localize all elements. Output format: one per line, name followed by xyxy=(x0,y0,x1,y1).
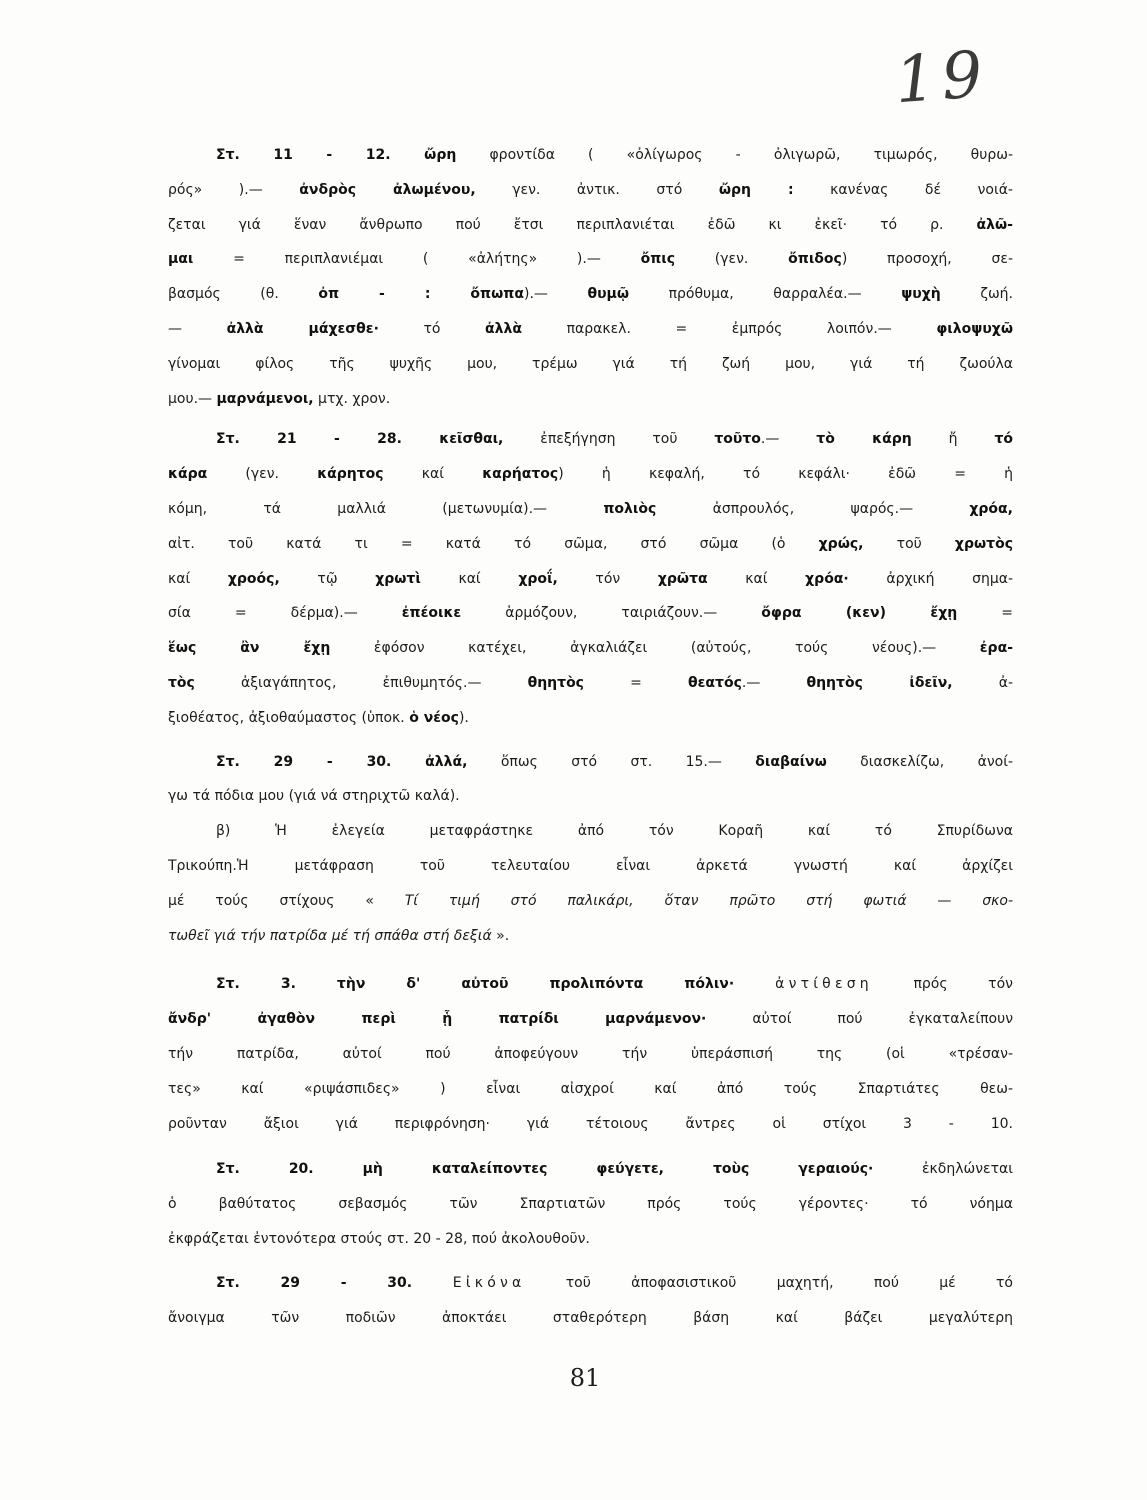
text-line xyxy=(168,745,1013,780)
bold-term: ἐρα- xyxy=(979,640,1014,657)
text-line xyxy=(168,1266,1013,1301)
paragraph xyxy=(168,745,1013,815)
bold-term: χρόα, xyxy=(969,500,1013,517)
paragraph xyxy=(168,138,1013,416)
text-run: φροντίδα ( «ὀλίγωρος - ὀλιγωρῶ, τιμωρός, θυρω- xyxy=(456,147,1013,163)
text-line xyxy=(168,277,1013,312)
text-line xyxy=(168,814,1013,849)
text-run: ἀρχική σημα- xyxy=(848,570,1014,587)
text-run: ἁρμόζουν, ταιριάζουν.— xyxy=(461,605,762,622)
text-run: ». xyxy=(491,927,510,944)
text-line xyxy=(168,1072,1013,1107)
text-line xyxy=(168,1107,1013,1142)
bold-term: χρώς, xyxy=(818,535,864,552)
text-run: (γεν. xyxy=(207,466,318,483)
text-run: τόν xyxy=(557,570,658,587)
bold-term: τό xyxy=(994,431,1014,448)
text-run: καί xyxy=(707,570,806,587)
spaced-emphasis: Εἰκόνα xyxy=(452,1274,526,1291)
text-line xyxy=(168,347,1013,382)
text-line xyxy=(168,1002,1013,1037)
text-run: ἐκδηλώνεται xyxy=(873,1161,1014,1178)
text-run: β) Ἡ ἐλεγεία μεταφράστηκε ἀπό τόν Κοραῆ καί τό Σπυρίδωνα xyxy=(216,823,1013,840)
text-run: ). xyxy=(458,709,469,726)
spaced-emphasis: ἀντίθεση xyxy=(775,976,873,993)
text-line xyxy=(168,967,1013,1002)
text-run: — xyxy=(168,320,227,337)
text-run: .— xyxy=(741,674,807,691)
text-line xyxy=(168,527,1013,562)
text-run: μου.— xyxy=(168,390,217,407)
paragraph xyxy=(168,967,1013,1141)
text-run: καί xyxy=(383,466,483,483)
text-run: τοῦ ἀποφασιστικοῦ μαχητή, πού μέ τό xyxy=(525,1274,1013,1291)
page-number: 81 xyxy=(569,1364,601,1392)
handwritten-page-mark: 19 xyxy=(892,37,991,119)
bold-term: ὤρη : xyxy=(718,181,794,198)
bold-term: κάρητος xyxy=(317,466,384,483)
text-run: ) ἡ κεφαλή, τό κεφάλι· ἐδῶ = ἡ xyxy=(558,466,1013,483)
text-run: ὅπως στό στ. 15.— xyxy=(467,753,756,770)
text-line xyxy=(168,457,1013,492)
bold-term: Στ. 20. μὴ καταλείποντες φεύγετε, τοὺς γεραιούς· xyxy=(216,1161,874,1178)
text-line xyxy=(168,631,1013,666)
text-body xyxy=(168,138,1013,1335)
text-run: Τρικούπη.Ἡ μετάφραση τοῦ τελευταίου εἶναι ἀρκετά γνωστή καί ἀρχίζει xyxy=(168,857,1013,874)
text-line xyxy=(168,138,1013,173)
text-run: ) προσοχή, σε- xyxy=(841,251,1013,268)
bold-term: ὄπιδος xyxy=(788,251,842,268)
text-line xyxy=(168,919,1013,954)
text-run: τό xyxy=(378,320,486,337)
bold-term: ὁ νέος xyxy=(409,709,459,726)
text-run: = περιπλανιέμαι ( «ἀλήτης» ).— xyxy=(193,251,641,268)
text-run: καί xyxy=(168,570,228,587)
text-run: ἐφόσον κατέχει, ἀγκαλιάζει (αὐτούς, τούς νέους).— xyxy=(330,640,980,657)
text-line xyxy=(168,1037,1013,1072)
bold-term: τὸς xyxy=(168,674,195,691)
bold-term: τοῦτο xyxy=(714,431,761,448)
text-run: πρός τόν xyxy=(872,976,1013,993)
paragraph xyxy=(168,1152,1013,1256)
bold-term: τὸ κάρη xyxy=(816,431,912,448)
bold-term: Στ. 29 - 30. xyxy=(216,1274,453,1291)
paragraph xyxy=(168,1266,1013,1336)
text-run: βασμός (θ. xyxy=(168,286,319,303)
text-run: ζωή. xyxy=(940,286,1013,303)
text-line xyxy=(168,849,1013,884)
bold-term: φιλοψυχῶ xyxy=(936,320,1013,337)
text-run: τῷ xyxy=(279,570,376,587)
paragraph xyxy=(168,814,1013,953)
bold-term: ὀπ - : ὄπωπα xyxy=(318,286,524,303)
text-run: παρακελ. = ἐμπρός λοιπόν.— xyxy=(522,320,937,337)
bold-term: χρωτὸς xyxy=(954,535,1013,552)
text-run: γω τά πόδια μου (γιά νά στηριχτῶ καλά). xyxy=(168,788,460,805)
text-run: = xyxy=(583,674,688,691)
text-run: μτχ. χρον. xyxy=(313,390,391,407)
bold-term: θυμῷ xyxy=(587,286,630,303)
bold-term: ἀλῶ- xyxy=(976,216,1013,233)
text-run: πρόθυμα, θαρραλέα.— xyxy=(629,286,902,303)
text-line xyxy=(168,596,1013,631)
bold-term: ἀνδρὸς ἀλωμένου, xyxy=(299,181,476,198)
bold-term: διαβαίνω xyxy=(755,753,827,770)
text-run: ἀ- xyxy=(952,674,1014,691)
bold-term: κάρα xyxy=(168,466,208,483)
bold-term: θηητὸς xyxy=(527,674,584,691)
text-line xyxy=(168,1301,1013,1336)
text-run: γίνομαι φίλος τῆς ψυχῆς μου, τρέμω γιά τή ζωή μου, γιά τή ζωούλα xyxy=(168,355,1013,372)
bold-term: καρήατος xyxy=(482,466,559,483)
text-run: κόμη, τά μαλλιά (μετωνυμία).— xyxy=(168,500,604,517)
text-run: καί xyxy=(420,570,519,587)
text-line xyxy=(168,1152,1013,1187)
text-run: (γεν. xyxy=(675,251,789,268)
bold-term: ἐπέοικε xyxy=(401,605,462,622)
text-run: ).— xyxy=(523,286,588,303)
text-line xyxy=(168,779,1013,814)
text-run: = xyxy=(957,605,1013,622)
text-run: μέ τούς στίχους « xyxy=(168,892,405,909)
bold-term: θηητὸς ἰδεῖν, xyxy=(806,674,953,691)
text-run: ξιοθέατος, ἀξιοθαύμαστος (ὑποκ. xyxy=(168,709,410,726)
bold-term: χρῶτα xyxy=(657,570,708,587)
text-run: ἄνοιγμα τῶν ποδιῶν ἀποκτάει σταθερότερη βάση καί βάζει μεγαλύτερη xyxy=(168,1309,1013,1326)
text-line xyxy=(168,1222,1013,1257)
bold-term: μαρνάμενοι, xyxy=(216,390,314,407)
text-run: αἰτ. τοῦ κατά τι = κατά τό σῶμα, στό σῶμα (ὁ xyxy=(168,535,819,552)
bold-term: ψυχὴ xyxy=(901,286,941,303)
paragraph xyxy=(168,422,1013,735)
italic-quote: Τί τιμή στό παλικάρι, ὅταν πρῶτο στή φωτιά — σκο- xyxy=(404,892,1013,909)
text-run: τοῦ xyxy=(863,535,955,552)
text-line xyxy=(168,382,1013,417)
bold-term: χρωτὶ xyxy=(375,570,421,587)
text-line xyxy=(168,312,1013,347)
text-line xyxy=(168,1187,1013,1222)
bold-term: Στ. 21 - 28. κεῖσθαι, xyxy=(216,431,504,448)
text-run: ζεται γιά ἕναν ἄνθρωπο πού ἔτσι περιπλανιέται ἐδῶ κι ἐκεῖ· τό ρ. xyxy=(168,216,977,233)
text-line xyxy=(168,422,1013,457)
text-run: τήν πατρίδα, αὐτοί πού ἀποφεύγουν τήν ὑπεράσπισή της (οἱ «τρέσαν- xyxy=(168,1045,1013,1062)
bold-term: μαι xyxy=(168,251,194,268)
bold-term: ἕως ἂν ἔχῃ xyxy=(168,640,331,657)
text-run: διασκελίζω, ἀνοί- xyxy=(826,753,1013,770)
text-run: ἀσπρουλός, ψαρός.— xyxy=(656,500,970,517)
bold-term: Στ. 11 - 12. ὤρη xyxy=(216,147,457,163)
text-run: ἤ xyxy=(911,431,995,448)
bold-term: ἀλλὰ μάχεσθε· xyxy=(226,320,379,337)
text-run: γεν. ἀντικ. στό xyxy=(475,181,719,198)
text-run: σία = δέρμα).— xyxy=(168,605,402,622)
text-line xyxy=(168,666,1013,701)
text-line xyxy=(168,492,1013,527)
bold-term: Στ. 3. τὴν δ' αὐτοῦ προλιπόντα πόλιν· xyxy=(216,976,776,993)
bold-term: Στ. 29 - 30. ἀλλά, xyxy=(216,753,468,770)
text-run: αὐτοί πού ἐγκαταλείπουν xyxy=(706,1011,1014,1028)
text-line xyxy=(168,562,1013,597)
bold-term: ὄφρα (κεν) ἔχῃ xyxy=(761,605,958,622)
text-run: ρός» ).— xyxy=(168,181,300,198)
text-run: τες» καί «ριψάσπιδες» ) εἶναι αἰσχροί καί ἀπό τούς Σπαρτιάτες θεω- xyxy=(168,1080,1013,1097)
text-line xyxy=(168,884,1013,919)
italic-quote: τωθεῖ γιά τήν πατρίδα μέ τή σπάθα στή δεξιά xyxy=(168,927,492,944)
bold-term: ὄπις xyxy=(640,251,676,268)
text-run: κανένας δέ νοιά- xyxy=(793,181,1013,198)
text-line xyxy=(168,208,1013,243)
text-run: ὁ βαθύτατος σεβασμός τῶν Σπαρτιατῶν πρός τούς γέροντες· τό νόημα xyxy=(168,1196,1013,1213)
text-run: ἐκφράζεται ἐντονότερα στούς στ. 20 - 28, πού ἀκολουθοῦν. xyxy=(168,1230,590,1247)
text-run: ροῦνταν ἄξιοι γιά περιφρόνηση· γιά τέτοιους ἄντρες οἱ στίχοι 3 - 10. xyxy=(168,1115,1013,1132)
bold-term: χροός, xyxy=(227,570,280,587)
text-run: ἐπεξήγηση τοῦ xyxy=(503,431,715,448)
text-line xyxy=(168,242,1013,277)
text-line xyxy=(168,701,1013,736)
bold-term: θεατός xyxy=(687,674,742,691)
bold-term: ἀλλὰ xyxy=(485,320,523,337)
text-run: ἀξιαγάπητος, ἐπιθυμητός.— xyxy=(194,674,528,691)
bold-term: χρόα· xyxy=(805,570,849,587)
bold-term: πολιὸς xyxy=(603,500,657,517)
text-line xyxy=(168,173,1013,208)
bold-term: ἄνδρ' ἀγαθὸν περὶ ᾗ πατρίδι μαρνάμενον· xyxy=(168,1011,707,1028)
text-run: .— xyxy=(760,431,817,448)
bold-term: χροΐ, xyxy=(518,570,558,587)
